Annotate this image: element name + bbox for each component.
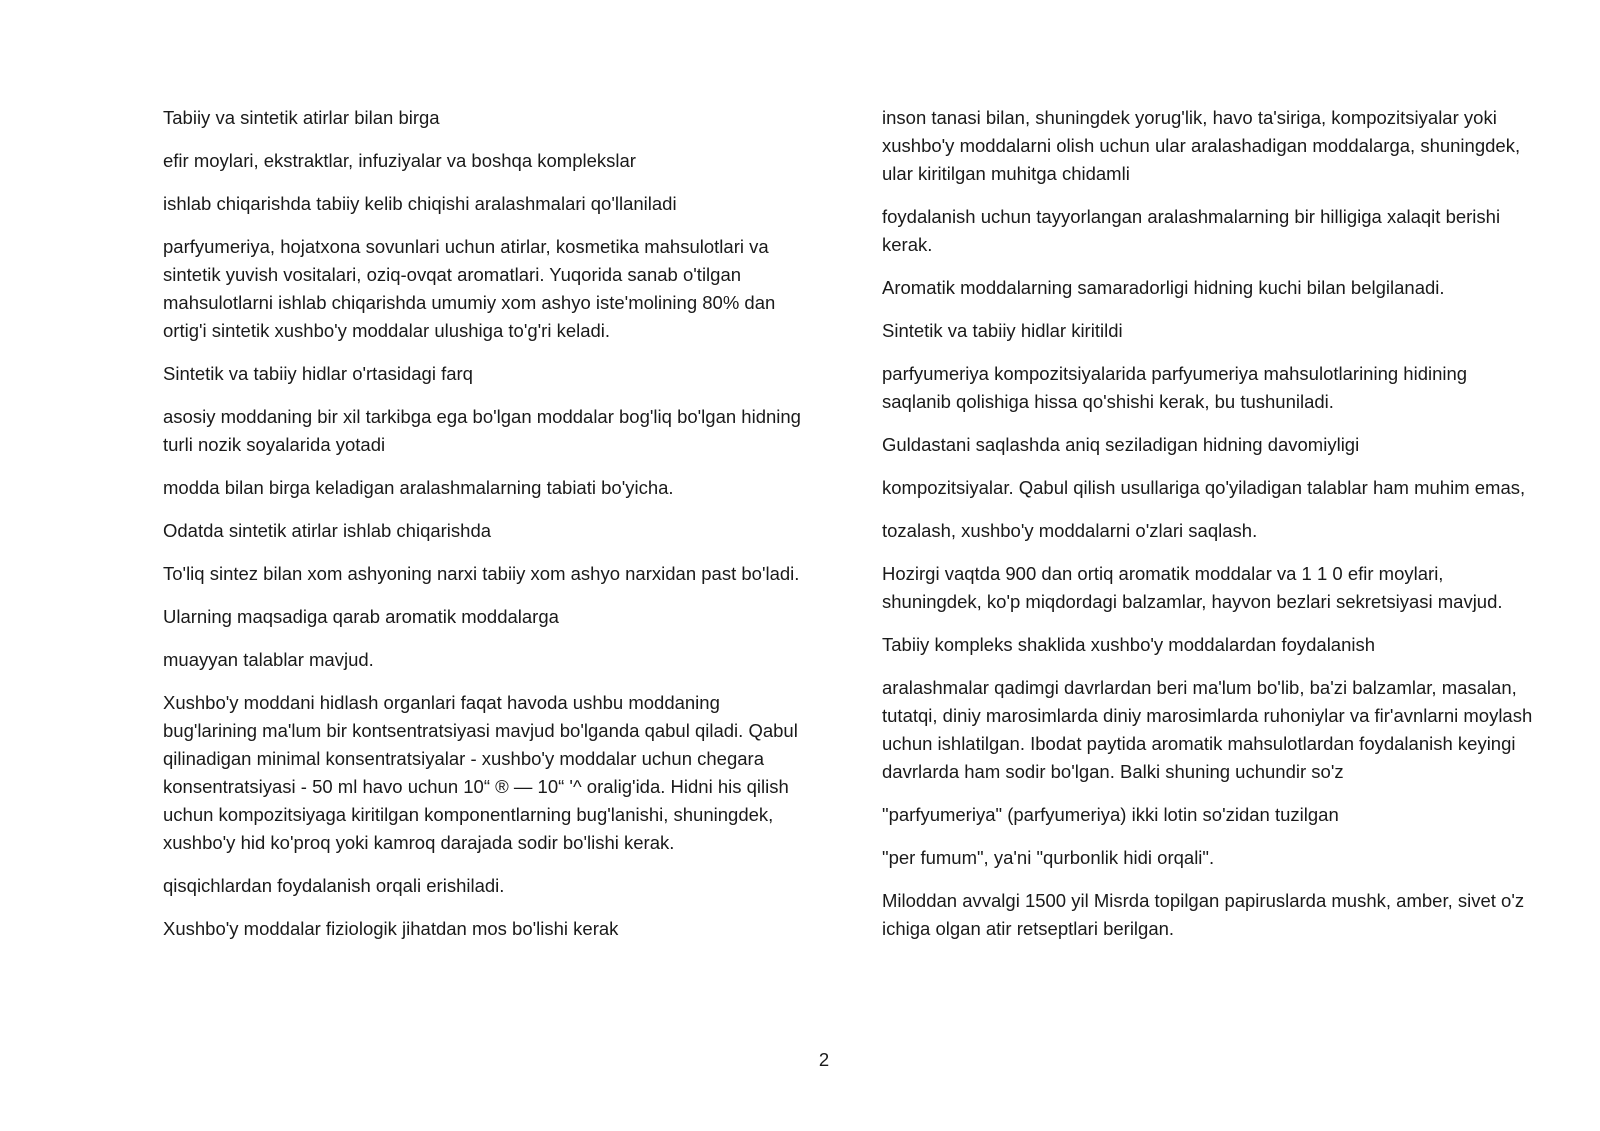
paragraph: asosiy moddaning bir xil tarkibga ega bo'lgan moddalar bog'liq bo'lgan hidning turli nozik soyalarida yotadi <box>163 406 801 455</box>
paragraph: Tabiiy kompleks shaklida xushbo'y moddalardan foydalanish <box>882 634 1376 655</box>
paragraph: To'liq sintez bilan xom ashyoning narxi tabiiy xom ashyo narxidan past bo'ladi. <box>163 563 800 584</box>
paragraph: Odatda sintetik atirlar ishlab chiqarishda <box>163 520 492 541</box>
paragraph: tozalash, xushbo'y moddalarni o'zlari saqlash. <box>882 520 1258 541</box>
paragraph: parfyumeriya kompozitsiyalarida parfyumeriya mahsulotlarining hidining saqlanib qolishiga hissa qo'shishi kerak, bu tushuniladi. <box>882 363 1468 412</box>
paragraph: Ularning maqsadiga qarab aromatik moddalarga <box>163 606 559 627</box>
paragraph: aralashmalar qadimgi davrlardan beri ma'lum bo'lib, ba'zi balzamlar, masalan, tutatqi, diniy marosimlarda diniy marosimlarda ruhoniylar va fir'avnlarni moylash uchun ishlatilgan. Ibodat paytida aromatik mahsulotlardan foydalanish keyingi davrlarda ham sodir bo'lgan. Balki shuning uchundir so'z <box>882 677 1533 782</box>
paragraph: Sintetik va tabiiy hidlar kiritildi <box>882 320 1123 341</box>
paragraph: muayyan talablar mavjud. <box>163 649 374 670</box>
paragraph: Tabiiy va sintetik atirlar bilan birga <box>163 107 440 128</box>
paragraph: Hozirgi vaqtda 900 dan ortiq aromatik moddalar va 1 1 0 efir moylari, shuningdek, ko'p miqdordagi balzamlar, hayvon bezlari sekretsiyasi mavjud. <box>882 563 1503 612</box>
paragraph: Xushbo'y moddalar fiziologik jihatdan mos bo'lishi kerak <box>163 918 619 939</box>
paragraph: "parfyumeriya" (parfyumeriya) ikki lotin so'zidan tuzilgan <box>882 804 1339 825</box>
paragraph: Aromatik moddalarning samaradorligi hidning kuchi bilan belgilanadi. <box>882 277 1445 298</box>
paragraph: Xushbo'y moddani hidlash organlari faqat havoda ushbu moddaning bug'larining ma'lum bir kontsentratsiyasi mavjud bo'lganda qabul qiladi. Qabul qilinadigan minimal konsentratsiyalar - xushbo'y moddalar uchun chegara konsentratsiyasi - 50 ml havo uchun 10“ ® — 10“ '^ oralig'ida. Hidni his qilish uchun kompozitsiyaga kiritilgan komponentlarning bug'lanishi, shuningdek, xushbo'y hid ko'proq yoki kamroq darajada sodir bo'lishi kerak. <box>163 692 798 853</box>
paragraph: modda bilan birga keladigan aralashmalarning tabiati bo'yicha. <box>163 477 674 498</box>
paragraph: "per fumum", ya'ni "qurbonlik hidi orqali". <box>882 847 1215 868</box>
paragraph: efir moylari, ekstraktlar, infuziyalar va boshqa komplekslar <box>163 150 636 171</box>
right-text-column <box>882 104 1537 958</box>
paragraph: kompozitsiyalar. Qabul qilish usullariga qo'yiladigan talablar ham muhim emas, <box>882 477 1526 498</box>
paragraph: Miloddan avvalgi 1500 yil Misrda topilgan papiruslarda mushk, amber, sivet o'z ichiga olgan atir retseptlari berilgan. <box>882 890 1525 939</box>
left-text-column <box>163 104 813 958</box>
paragraph: foydalanish uchun tayyorlangan aralashmalarning bir hilligiga xalaqit berishi kerak. <box>882 206 1501 255</box>
paragraph: inson tanasi bilan, shuningdek yorug'lik, havo ta'siriga, kompozitsiyalar yoki xushbo'y moddalarni olish uchun ular aralashadigan moddalarga, shuningdek, ular kiritilgan muhitga chidamli <box>882 107 1521 184</box>
paragraph: ishlab chiqarishda tabiiy kelib chiqishi aralashmalari qo'llaniladi <box>163 193 677 214</box>
page-number: 2 <box>818 1049 830 1070</box>
paragraph: Sintetik va tabiiy hidlar o'rtasidagi farq <box>163 363 473 384</box>
paragraph: qisqichlardan foydalanish orqali erishiladi. <box>163 875 505 896</box>
paragraph: parfyumeriya, hojatxona sovunlari uchun atirlar, kosmetika mahsulotlari va sintetik yuvish vositalari, oziq-ovqat aromatlari. Yuqorida sanab o'tilgan mahsulotlarni ishlab chiqarishda umumiy xom ashyo iste'molining 80% dan ortig'i sintetik xushbo'y moddalar ulushiga to'g'ri keladi. <box>163 236 776 341</box>
paragraph: Guldastani saqlashda aniq seziladigan hidning davomiyligi <box>882 434 1360 455</box>
